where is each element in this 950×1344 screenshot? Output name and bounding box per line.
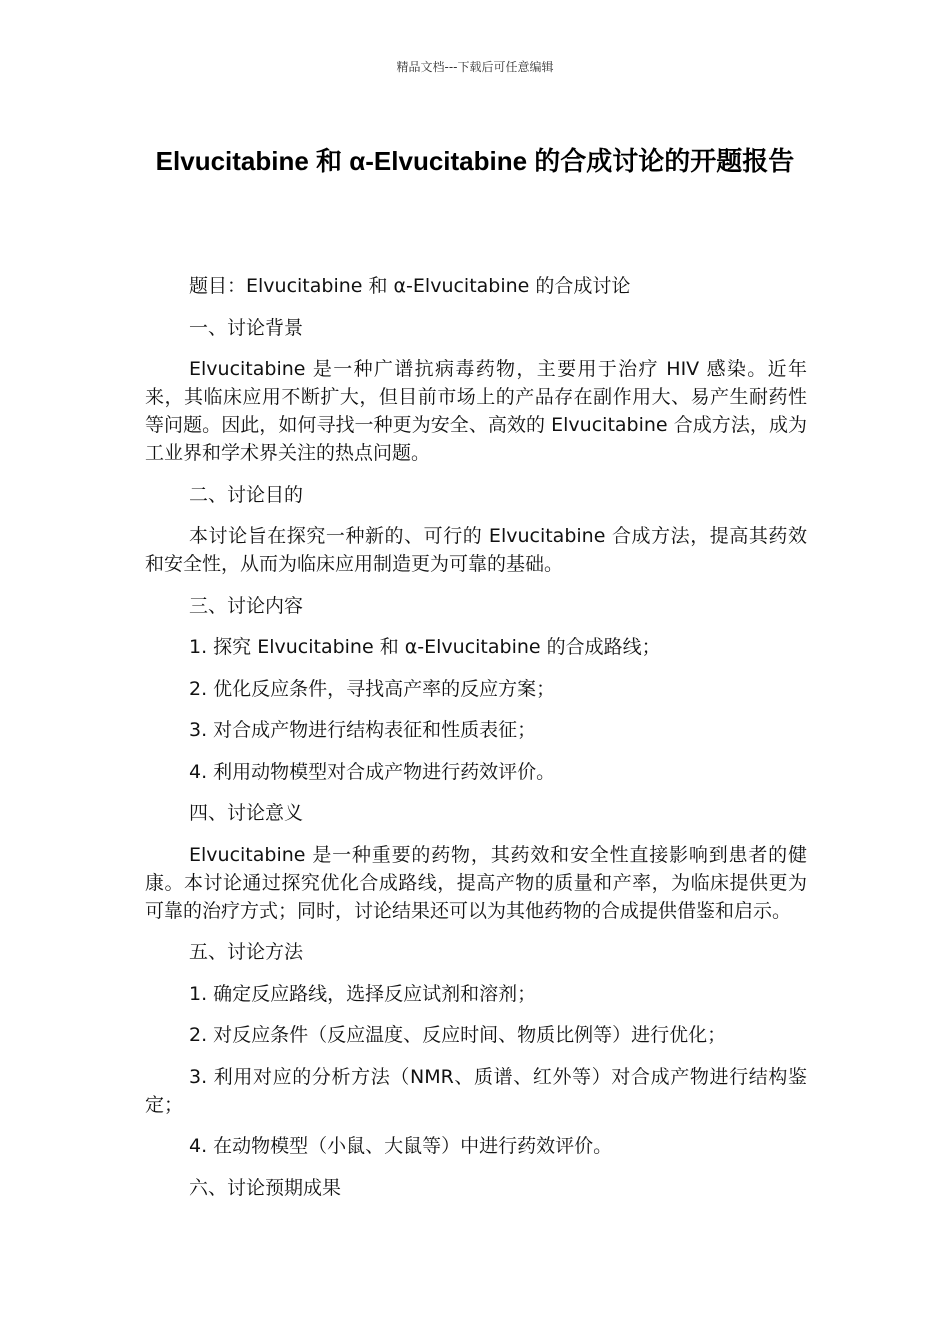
- list-item: 3. 利用对应的分析方法（NMR、质谱、红外等）对合成产物进行结构鉴定；: [145, 1065, 807, 1116]
- subject-line: 题目：Elvucitabine 和 α-Elvucitabine 的合成讨论: [189, 275, 631, 297]
- document-body: [145, 272, 807, 1215]
- document-title: Elvucitabine 和 α-Elvucitabine 的合成讨论的开题报告: [155, 146, 795, 176]
- section-heading-content: 三、讨论内容: [189, 594, 304, 617]
- paragraph-purpose: 本讨论旨在探究一种新的、可行的 Elvucitabine 合成方法，提高其药效和安全性，从而为临床应用制造更为可靠的基础。: [145, 525, 807, 575]
- header-note: 精品文档---下载后可任意编辑: [396, 60, 554, 74]
- list-item: 2. 对反应条件（反应温度、反应时间、物质比例等）进行优化；: [189, 1024, 727, 1046]
- section-heading-expected-results: 六、讨论预期成果: [189, 1176, 342, 1199]
- list-item: 1. 探究 Elvucitabine 和 α-Elvucitabine 的合成路线；: [189, 636, 661, 658]
- section-heading-methods: 五、讨论方法: [189, 941, 304, 963]
- paragraph-background: Elvucitabine 是一种广谱抗病毒药物，主要用于治疗 HIV 感染。近年来，其临床应用不断扩大，但目前市场上的产品存在副作用大、易产生耐药性等问题。因此，如何寻找一种更为安全、高效的 Elvucitabine 合成方法，成为工业界和学术界关注的热点问题。: [145, 358, 807, 464]
- list-item: 1. 确定反应路线，选择反应试剂和溶剂；: [189, 982, 537, 1005]
- paragraph-significance: Elvucitabine 是一种重要的药物，其药效和安全性直接影响到患者的健康。本讨论通过探究优化合成路线，提高产物的质量和产率，为临床提供更为可靠的治疗方式；同时，讨论结果还可以为其他药物的合成提供借鉴和启示。: [145, 843, 807, 922]
- list-item: 3. 对合成产物进行结构表征和性质表征；: [189, 719, 537, 741]
- section-heading-purpose: 二、讨论目的: [189, 483, 304, 506]
- section-heading-significance: 四、讨论意义: [189, 802, 304, 824]
- list-item: 4. 在动物模型（小鼠、大鼠等）中进行药效评价。: [189, 1135, 613, 1157]
- list-item: 4. 利用动物模型对合成产物进行药效评价。: [189, 760, 556, 783]
- section-heading-background: 一、讨论背景: [189, 316, 304, 339]
- list-item: 2. 优化反应条件，寻找高产率的反应方案；: [189, 677, 556, 700]
